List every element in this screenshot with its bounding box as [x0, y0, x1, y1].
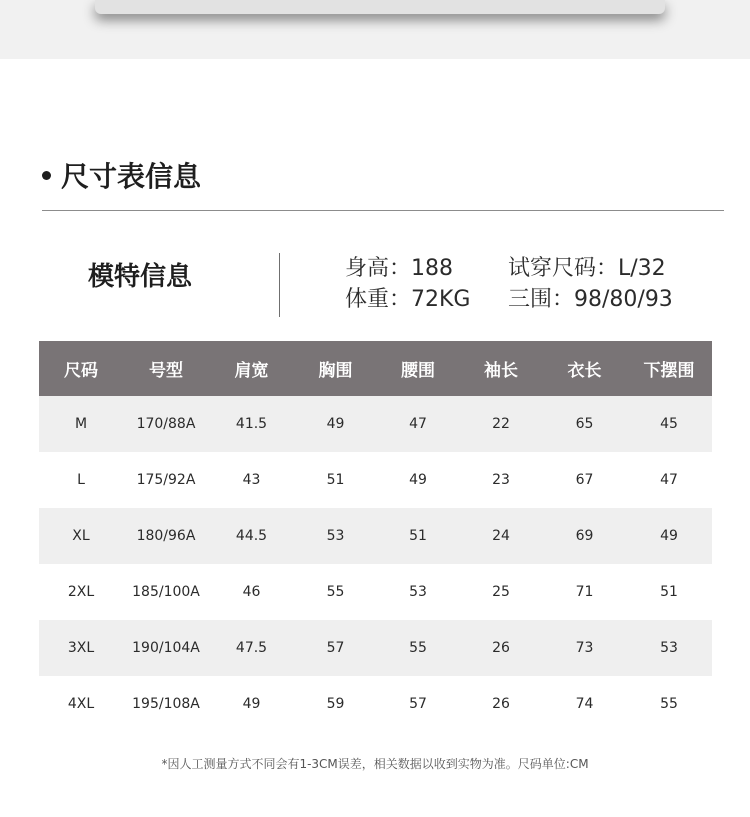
divider — [42, 210, 724, 211]
table-cell: 26 — [492, 696, 510, 712]
table-row — [39, 676, 712, 732]
table-cell: 26 — [492, 640, 510, 656]
table-cell: 24 — [492, 528, 510, 544]
table-row — [39, 620, 712, 676]
table-cell: L — [77, 472, 85, 488]
table-cell: 53 — [409, 584, 427, 600]
table-cell: 190/104A — [132, 640, 200, 656]
model-info-label: 模特信息 — [88, 262, 193, 292]
header-hem: 下摆围 — [643, 361, 695, 381]
model-height: 身高：188 — [345, 256, 453, 281]
table-cell: 65 — [575, 416, 594, 432]
size-table — [39, 341, 712, 732]
table-cell: 175/92A — [136, 472, 196, 488]
top-banner — [0, 0, 750, 59]
table-cell: 49 — [326, 416, 345, 432]
table-cell: 45 — [660, 416, 678, 432]
table-cell: 57 — [409, 696, 427, 712]
table-cell: 185/100A — [132, 584, 200, 600]
table-cell: 55 — [660, 696, 678, 712]
table-cell: 180/96A — [136, 528, 196, 544]
table-cell: 43 — [242, 472, 261, 488]
table-cell: 47 — [660, 472, 678, 488]
bullet-icon — [42, 171, 51, 180]
model-fit-size: 试穿尺码：L/32 — [508, 256, 666, 281]
table-cell: 4XL — [67, 696, 95, 712]
table-header — [39, 341, 712, 396]
header-shoulder: 肩宽 — [234, 361, 269, 381]
table-row — [39, 452, 712, 508]
model-measurements: 三围：98/80/93 — [508, 287, 673, 312]
header-size: 尺码 — [64, 361, 98, 381]
table-cell: 51 — [660, 584, 678, 600]
table-cell: 22 — [492, 416, 510, 432]
table-cell: M — [74, 416, 88, 432]
table-row — [39, 564, 712, 620]
table-cell: 49 — [660, 528, 678, 544]
table-cell: 3XL — [67, 640, 95, 656]
table-cell: XL — [72, 528, 90, 544]
table-cell: 49 — [242, 696, 261, 712]
table-cell: 71 — [575, 584, 594, 600]
table-cell: 195/108A — [132, 696, 200, 712]
table-cell: 59 — [326, 696, 345, 712]
section-title-text: 尺寸表信息 — [61, 160, 202, 193]
header-length: 衣长 — [567, 361, 602, 381]
table-cell: 25 — [492, 584, 510, 600]
table-cell: 23 — [492, 472, 510, 488]
table-cell: 69 — [575, 528, 594, 544]
table-cell: 55 — [409, 640, 427, 656]
table-cell: 51 — [326, 472, 345, 488]
header-sleeve: 袖长 — [484, 361, 518, 381]
table-cell: 55 — [326, 584, 345, 600]
table-cell: 2XL — [67, 584, 95, 600]
table-cell: 47 — [409, 416, 427, 432]
table-cell: 53 — [660, 640, 678, 656]
table-cell: 47.5 — [235, 640, 268, 656]
header-waist: 腰围 — [401, 361, 435, 381]
table-cell: 53 — [326, 528, 345, 544]
table-row — [39, 396, 712, 452]
table-cell: 57 — [326, 640, 345, 656]
table-cell: 73 — [575, 640, 594, 656]
table-cell: 49 — [409, 472, 427, 488]
table-cell: 41.5 — [235, 416, 268, 432]
table-cell: 67 — [575, 472, 594, 488]
table-row — [39, 508, 712, 564]
model-weight: 体重：72KG — [345, 287, 471, 312]
table-cell: 46 — [242, 584, 261, 600]
table-cell: 44.5 — [235, 528, 268, 544]
vertical-divider — [279, 253, 280, 317]
header-chest: 胸围 — [318, 361, 353, 381]
table-cell: 51 — [409, 528, 427, 544]
table-cell: 74 — [575, 696, 594, 712]
product-image-edge — [95, 0, 665, 14]
table-cell: 170/88A — [136, 416, 196, 432]
section-title — [42, 155, 201, 195]
header-model-number: 号型 — [149, 361, 183, 381]
measurement-note: *因人工测量方式不同会有1-3CM误差，相关数据以收到实物为准。尺码单位:CM — [161, 757, 589, 771]
